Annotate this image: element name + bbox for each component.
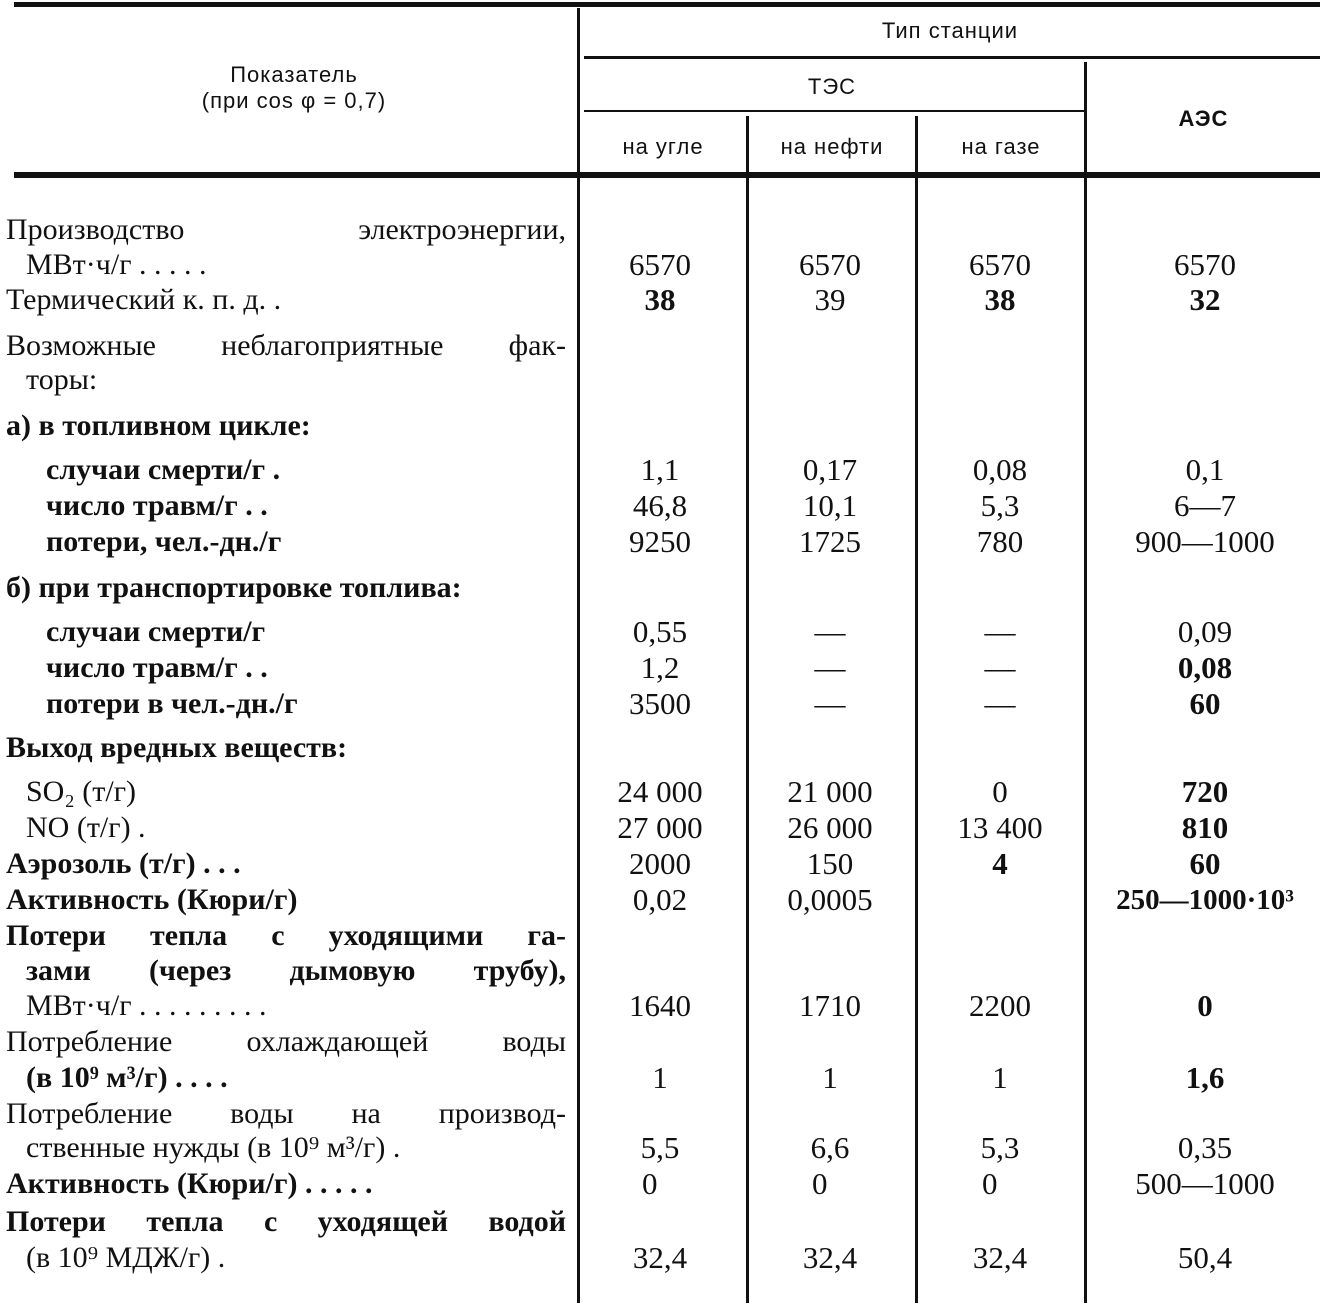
row-label: NO (т/г) . bbox=[26, 811, 146, 844]
cell-aes: 1,6 bbox=[1185, 1060, 1225, 1095]
cell-oil: 32,4 bbox=[802, 1240, 858, 1275]
row-label: число травм/г . . bbox=[46, 651, 268, 684]
column-divider-oil bbox=[915, 116, 918, 1303]
cell-aes: 500—1000 bbox=[1135, 1166, 1275, 1201]
cell-coal: 9250 bbox=[629, 524, 691, 559]
cell-gas: 2200 bbox=[969, 988, 1031, 1023]
cell-gas: 5,3 bbox=[980, 488, 1020, 523]
cell-coal: 0,02 bbox=[632, 882, 688, 917]
header-coal: на угле bbox=[622, 134, 704, 159]
cell-aes: 0,08 bbox=[1177, 650, 1233, 685]
cell-oil: 150 bbox=[806, 846, 854, 881]
column-divider-coal bbox=[746, 116, 749, 1303]
header-indicator: Показатель bbox=[230, 62, 358, 87]
cell-aes: 0,1 bbox=[1185, 452, 1225, 487]
cell-aes: 60 bbox=[1189, 686, 1221, 721]
section-label: торы: bbox=[26, 363, 98, 396]
column-divider-gas bbox=[1084, 62, 1087, 1303]
cell-coal: 1 bbox=[652, 1060, 668, 1095]
cell-coal: 1,1 bbox=[640, 452, 680, 487]
subsection-label: а) в топливном цикле: bbox=[6, 409, 311, 442]
row-label: число травм/г . . bbox=[46, 489, 268, 522]
cell-coal: 0,55 bbox=[632, 614, 688, 649]
cell-gas: — bbox=[984, 650, 1016, 685]
cell-coal: 0 bbox=[642, 1166, 658, 1201]
row-label: Активность (Кюри/г) . . . . . bbox=[6, 1167, 373, 1200]
cell-gas: 6570 bbox=[969, 247, 1031, 282]
cell-coal: 2000 bbox=[629, 846, 691, 881]
cell-oil: 0,0005 bbox=[787, 882, 873, 917]
row-label: ственные нужды (в 10⁹ м³/г) . bbox=[26, 1131, 401, 1164]
cell-coal: 24 000 bbox=[617, 774, 703, 809]
row-label: Потери тепла с уходящей водой bbox=[6, 1205, 566, 1238]
cell-aes: 0 bbox=[1197, 988, 1213, 1023]
header-indicator-note: (при cos φ = 0,7) bbox=[201, 88, 387, 113]
row-label: Термический к. п. д. . bbox=[6, 283, 282, 316]
cell-gas: 4 bbox=[992, 846, 1008, 881]
cell-aes: 900—1000 bbox=[1135, 524, 1275, 559]
cell-oil: 0,17 bbox=[802, 452, 858, 487]
row-label: Активность (Кюри/г) bbox=[6, 883, 298, 916]
cell-oil: — bbox=[814, 686, 846, 721]
cell-gas: 38 bbox=[984, 282, 1016, 317]
section-label: Возможные неблагоприятные фак- bbox=[6, 329, 566, 362]
row-label: SO₂ (т/г) bbox=[26, 775, 137, 808]
header-tes: ТЭС bbox=[807, 74, 857, 99]
cell-gas: 1 bbox=[992, 1060, 1008, 1095]
cell-oil: 21 000 bbox=[787, 774, 873, 809]
cell-gas: 13 400 bbox=[957, 810, 1043, 845]
row-label: МВт·ч/г . . . . . . . . . bbox=[26, 989, 267, 1022]
header-station-type: Тип станции bbox=[881, 18, 1019, 43]
row-label: (в 10⁹ МДЖ/г) . bbox=[26, 1241, 226, 1274]
cell-aes: 6—7 bbox=[1174, 488, 1236, 523]
cell-oil: 1725 bbox=[799, 524, 861, 559]
row-label: Потери тепла с уходящими га- bbox=[6, 919, 566, 952]
row-label: Аэрозоль (т/г) . . . bbox=[6, 847, 241, 880]
row-label: зами (через дымовую трубу), bbox=[26, 954, 566, 987]
row-label: (в 10⁹ м³/г) . . . . bbox=[26, 1061, 228, 1094]
row-label: случаи смерти/г bbox=[46, 615, 266, 648]
row-label: Потребление воды на производ- bbox=[6, 1097, 566, 1130]
row-label: Производство электроэнергии, bbox=[6, 213, 566, 246]
cell-coal: 27 000 bbox=[617, 810, 703, 845]
header-oil: на нефти bbox=[780, 134, 884, 159]
cell-aes: 60 bbox=[1189, 846, 1221, 881]
cell-oil: 1 bbox=[822, 1060, 838, 1095]
cell-oil: 10,1 bbox=[802, 488, 858, 523]
cell-gas: 0 bbox=[992, 774, 1008, 809]
cell-gas: 0,08 bbox=[972, 452, 1028, 487]
cell-coal: 1640 bbox=[629, 988, 691, 1023]
row-label: потери в чел.-дн./г bbox=[46, 687, 298, 720]
cell-gas: 32,4 bbox=[972, 1240, 1028, 1275]
cell-gas: 780 bbox=[976, 524, 1024, 559]
subsection-label: б) при транспортировке топлива: bbox=[6, 571, 462, 604]
header-gas: на газе bbox=[961, 134, 1041, 159]
cell-coal: 46,8 bbox=[632, 488, 688, 523]
cell-oil: — bbox=[814, 614, 846, 649]
cell-oil: 6570 bbox=[799, 247, 861, 282]
cell-oil: 0 bbox=[812, 1166, 828, 1201]
cell-gas: 5,3 bbox=[980, 1130, 1020, 1165]
cell-oil: 1710 bbox=[799, 988, 861, 1023]
header-aes: АЭС bbox=[1178, 106, 1229, 131]
row-label: Потребление охлаждающей воды bbox=[6, 1025, 566, 1058]
row-label: потери, чел.-дн./г bbox=[46, 525, 282, 558]
cell-aes: 0,09 bbox=[1177, 614, 1233, 649]
header-rule-tes bbox=[584, 110, 1084, 112]
cell-gas: 0 bbox=[982, 1166, 998, 1201]
cell-aes: 0,35 bbox=[1177, 1130, 1233, 1165]
header-bottom-rule bbox=[14, 172, 1320, 178]
section-label: Выход вредных веществ: bbox=[6, 731, 348, 764]
cell-coal: 1,2 bbox=[640, 650, 680, 685]
cell-oil: 39 bbox=[814, 282, 846, 317]
cell-coal: 38 bbox=[644, 282, 676, 317]
cell-coal: 32,4 bbox=[632, 1240, 688, 1275]
cell-aes: 32 bbox=[1189, 282, 1221, 317]
row-label: МВт·ч/г . . . . . bbox=[26, 248, 207, 281]
cell-aes: 720 bbox=[1181, 774, 1229, 809]
top-rule bbox=[14, 2, 1320, 7]
cell-gas: — bbox=[984, 686, 1016, 721]
row-label: случаи смерти/г . bbox=[46, 453, 281, 486]
cell-oil: 26 000 bbox=[787, 810, 873, 845]
cell-aes: 6570 bbox=[1174, 247, 1236, 282]
cell-coal: 5,5 bbox=[640, 1130, 680, 1165]
cell-oil: 6,6 bbox=[810, 1130, 850, 1165]
cell-aes: 250—1000·10³ bbox=[1116, 884, 1294, 916]
cell-coal: 6570 bbox=[629, 247, 691, 282]
cell-aes: 810 bbox=[1181, 810, 1229, 845]
cell-aes: 50,4 bbox=[1177, 1240, 1233, 1275]
cell-oil: — bbox=[814, 650, 846, 685]
header-rule-station-type bbox=[584, 56, 1320, 59]
cell-coal: 3500 bbox=[629, 686, 691, 721]
cell-gas: — bbox=[984, 614, 1016, 649]
